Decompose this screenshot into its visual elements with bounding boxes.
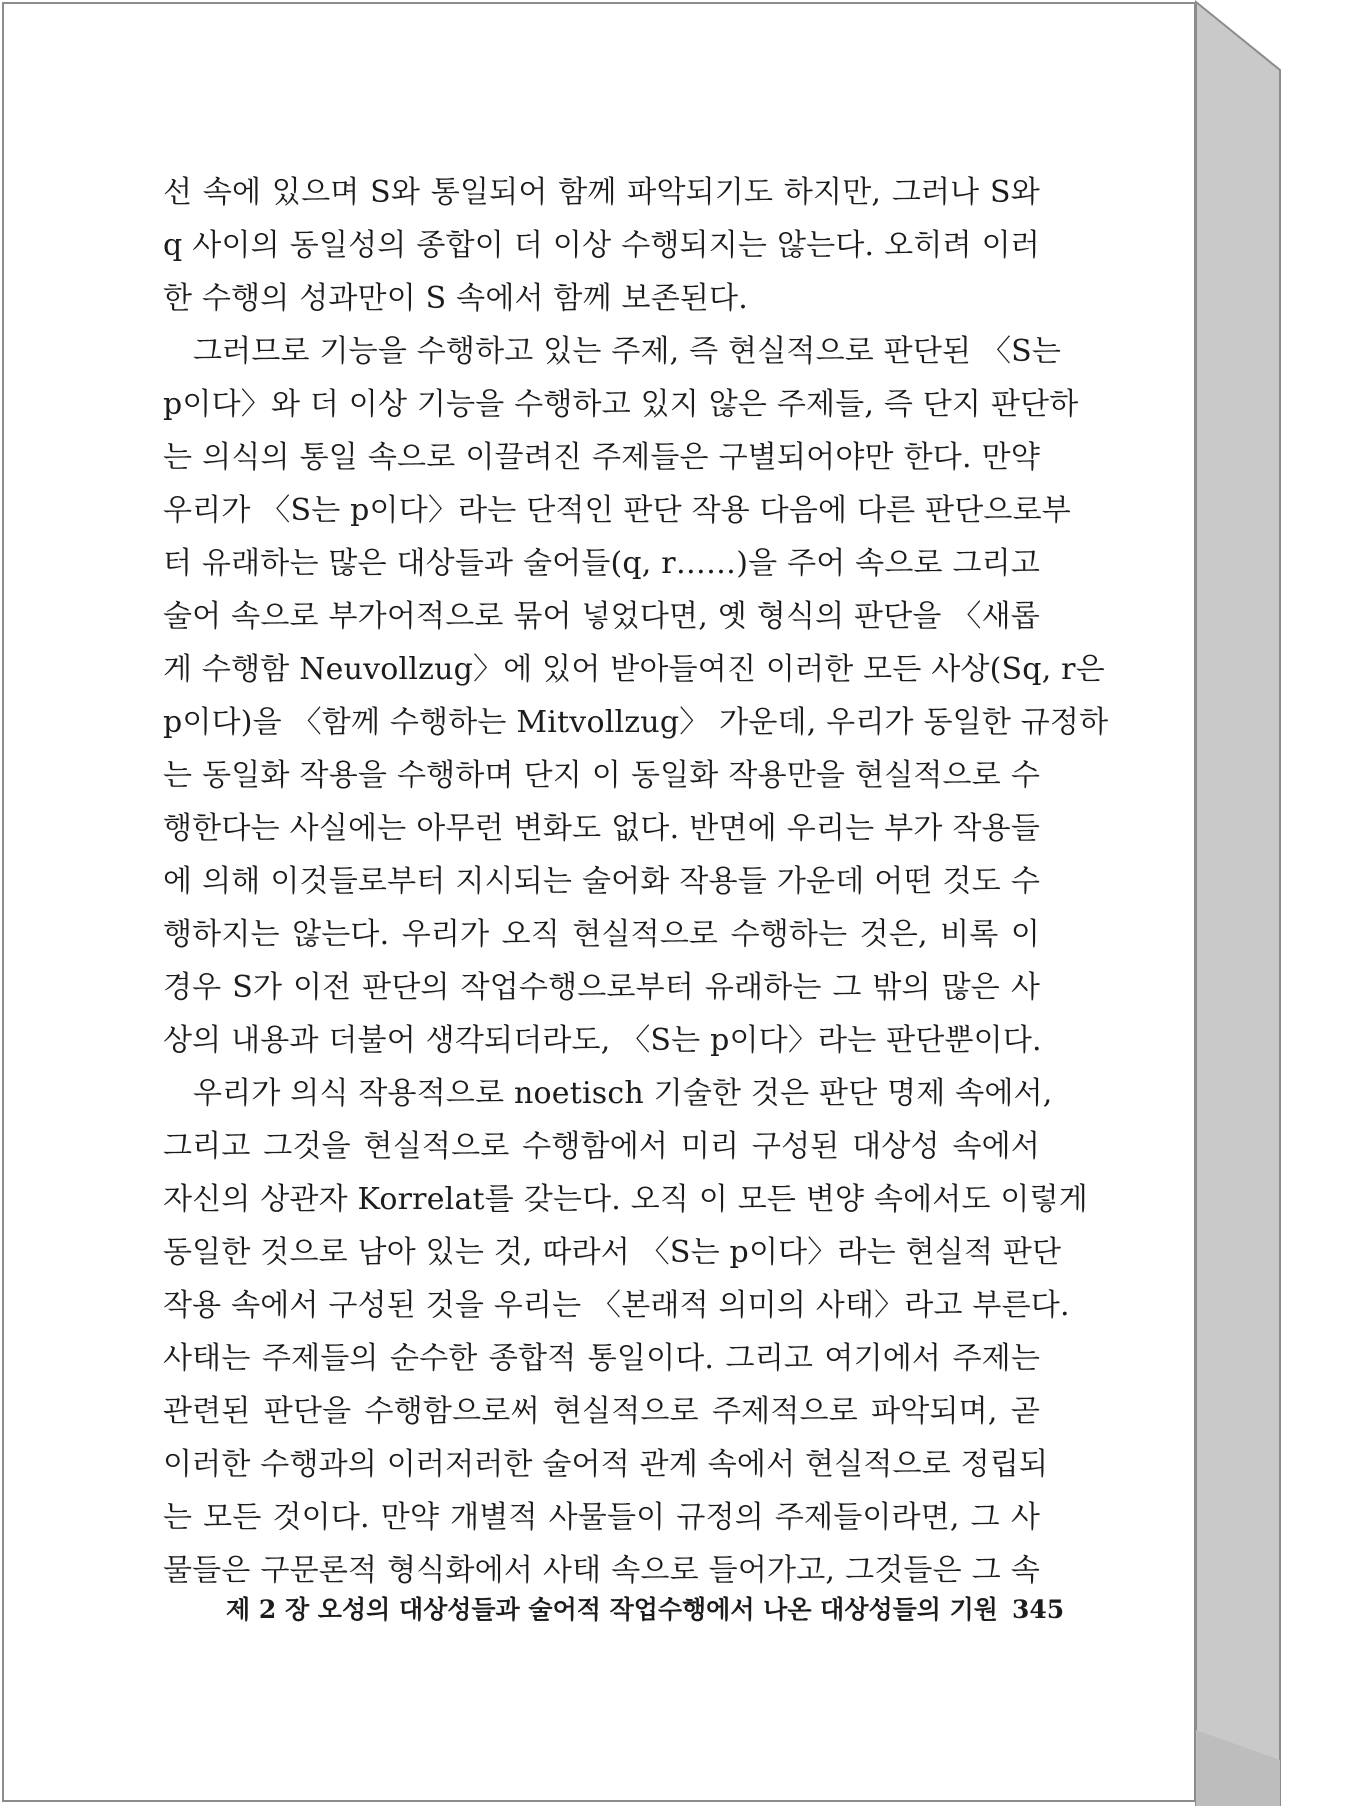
text-line: 한 수행의 성과만이 S 속에서 함께 보존된다. [163,281,748,316]
text-line: 는 의식의 통일 속으로 이끌려진 주제들은 구별되어야만 한다. 만약 [163,440,1040,475]
text-line: p이다〉와 더 이상 기능을 수행하고 있지 않은 주제들, 즉 단지 판단하 [163,387,1079,422]
text-line: 는 동일화 작용을 수행하며 단지 이 동일화 작용만을 현실적으로 수 [163,758,1040,793]
text-line: 우리가 〈S는 p이다〉라는 단적인 판단 작용 다음에 다른 판단으로부 [163,493,1071,528]
paragraph-1 [163,166,1040,325]
text-line: 는 모든 것이다. 만약 개별적 사물들이 규정의 주제들이라면, 그 사 [163,1500,1040,1535]
text-line: 이러한 수행과의 이러저러한 술어적 관계 속에서 현실적으로 정립되 [163,1447,1049,1482]
body-text [163,166,1109,1597]
text-line: 행한다는 사실에는 아무런 변화도 없다. 반면에 우리는 부가 작용들 [163,811,1040,846]
text-line: 경우 S가 이전 판단의 작업수행으로부터 유래하는 그 밖의 많은 사 [163,970,1040,1005]
page-footer [226,1590,1065,1626]
text-line: 사태는 주제들의 순수한 종합적 통일이다. 그리고 여기에서 주제는 [163,1341,1040,1376]
text-line: 행하지는 않는다. 우리가 오직 현실적으로 수행하는 것은, 비록 이 [163,917,1040,952]
text-line: 상의 내용과 더불어 생각되더라도, 〈S는 p이다〉라는 판단뿐이다. [163,1023,1042,1058]
text-line: q 사이의 동일성의 종합이 더 이상 수행되지는 않는다. 오히려 이러 [163,228,1040,263]
text-line: 게 수행함 Neuvollzug〉에 있어 받아들여진 이러한 모든 사상(Sq, r은 [163,652,1105,687]
text-line: 동일한 것으로 남아 있는 것, 따라서 〈S는 p이다〉라는 현실적 판단 [163,1235,1062,1270]
running-title: 제 2 장 오성의 대상성들과 술어적 작업수행에서 나온 대상성들의 기원 [226,1595,998,1624]
text-line: 자신의 상관자 Korrelat를 갖는다. 오직 이 모든 변양 속에서도 이렇게 [163,1182,1088,1217]
paragraph-2 [163,325,1109,1067]
text-line: 선 속에 있으며 S와 통일되어 함께 파악되기도 하지만, 그러나 S와 [163,175,1040,210]
text-line: 물들은 구문론적 형식화에서 사태 속으로 들어가고, 그것들은 그 속 [163,1553,1040,1588]
paragraph-3 [163,1067,1088,1597]
text-line: 그리고 그것을 현실적으로 수행함에서 미리 구성된 대상성 속에서 [163,1129,1040,1164]
text-line: 그러므로 기능을 수행하고 있는 주제, 즉 현실적으로 판단된 〈S는 [193,334,1062,369]
text-line: 술어 속으로 부가어적으로 묶어 넣었다면, 옛 형식의 판단을 〈새롭 [163,599,1040,634]
text-line: 작용 속에서 구성된 것을 우리는 〈본래적 의미의 사태〉라고 부른다. [163,1288,1070,1323]
text-line: 터 유래하는 많은 대상들과 술어들(q, r……)을 주어 속으로 그리고 [163,546,1040,581]
text-line: p이다)을 〈함께 수행하는 Mitvollzug〉 가운데, 우리가 동일한 규정하 [163,705,1109,740]
page-number: 345 [1011,1595,1065,1624]
text-line: 관련된 판단을 수행함으로써 현실적으로 주제적으로 파악되며, 곧 [163,1394,1040,1429]
text-line: 우리가 의식 작용적으로 noetisch 기술한 것은 판단 명제 속에서, [193,1076,1053,1111]
text-line: 에 의해 이것들로부터 지시되는 술어화 작용들 가운데 어떤 것도 수 [163,864,1040,899]
